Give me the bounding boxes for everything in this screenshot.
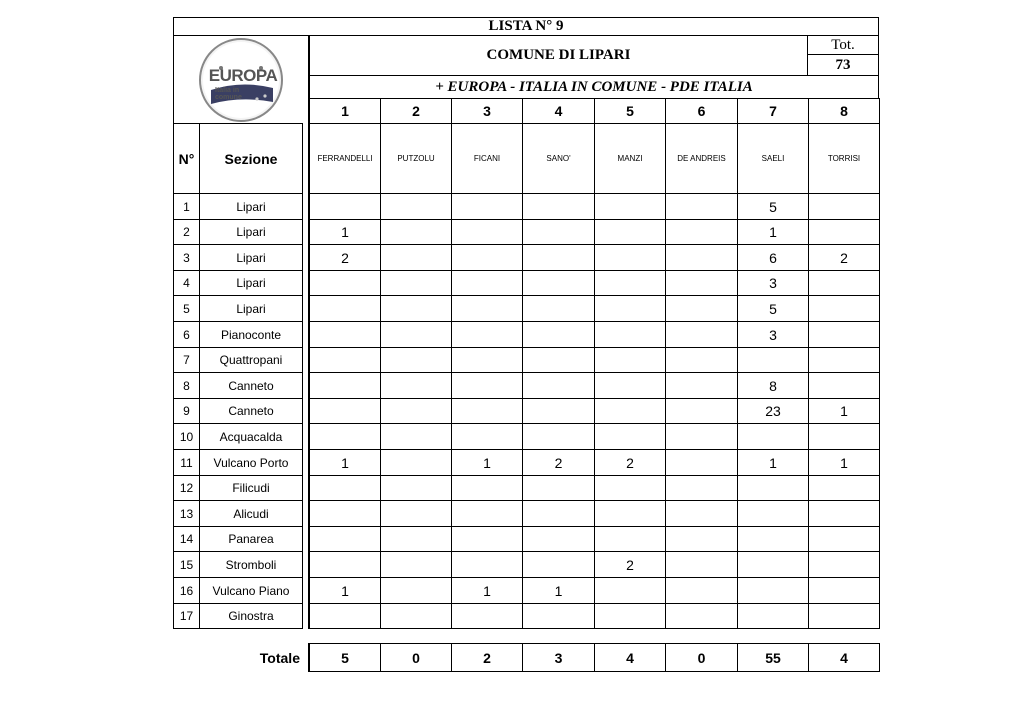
row-number: 13 bbox=[179, 506, 194, 521]
vote-cell bbox=[737, 500, 809, 527]
vote-cell bbox=[808, 398, 880, 424]
vote-cell bbox=[665, 526, 738, 552]
candidate-name: TORRISI bbox=[827, 154, 861, 163]
sezione-cell bbox=[199, 244, 303, 271]
vote-cell bbox=[594, 475, 666, 501]
vote-cell bbox=[522, 526, 595, 552]
vote-cell bbox=[808, 551, 880, 578]
vote-cell bbox=[380, 398, 452, 424]
vote-cell bbox=[737, 475, 809, 501]
comune-title-text: COMUNE DI LIPARI bbox=[486, 47, 631, 63]
header-n-cell bbox=[173, 123, 200, 194]
totale-value: 4 bbox=[626, 649, 634, 666]
vote-cell bbox=[808, 603, 880, 629]
vote-cell bbox=[808, 526, 880, 552]
candidate-name-cell bbox=[594, 123, 666, 194]
vote-cell bbox=[594, 270, 666, 296]
vote-cell bbox=[308, 372, 381, 399]
sezione-cell bbox=[199, 219, 303, 245]
vote-cell bbox=[451, 398, 523, 424]
vote-cell bbox=[380, 475, 452, 501]
vote-cell bbox=[594, 423, 666, 450]
vote-cell bbox=[665, 193, 738, 220]
vote-cell bbox=[522, 551, 595, 578]
vote-cell bbox=[808, 193, 880, 220]
row-number: 3 bbox=[183, 250, 190, 265]
vote-cell bbox=[522, 244, 595, 271]
vote-cell bbox=[522, 577, 595, 604]
sezione-cell bbox=[199, 372, 303, 399]
sezione-cell bbox=[199, 295, 303, 322]
vote-cell bbox=[808, 577, 880, 604]
candidate-name: SANO' bbox=[546, 154, 571, 163]
vote-value: 1 bbox=[483, 454, 491, 471]
candidate-name: SAELI bbox=[761, 154, 785, 163]
vote-cell bbox=[665, 398, 738, 424]
logo-separator bbox=[174, 35, 201, 36]
vote-cell bbox=[308, 270, 381, 296]
vote-cell bbox=[380, 295, 452, 322]
vote-cell bbox=[737, 295, 809, 322]
row-number-cell bbox=[173, 577, 200, 604]
vote-cell bbox=[380, 423, 452, 450]
sezione-cell bbox=[199, 270, 303, 296]
vote-cell bbox=[308, 551, 381, 578]
candidate-name: FICANI bbox=[473, 154, 501, 163]
row-number: 12 bbox=[179, 481, 194, 495]
vote-cell bbox=[451, 219, 523, 245]
totale-value: 4 bbox=[840, 649, 848, 666]
vote-cell bbox=[308, 526, 381, 552]
row-number-cell bbox=[173, 475, 200, 501]
vote-cell bbox=[808, 270, 880, 296]
vote-cell bbox=[737, 526, 809, 552]
vote-value: 1 bbox=[341, 224, 349, 240]
candidate-number-cell bbox=[665, 98, 738, 124]
candidate-number-cell bbox=[522, 98, 595, 124]
vote-cell bbox=[380, 551, 452, 578]
vote-cell bbox=[308, 475, 381, 501]
vote-cell bbox=[808, 347, 880, 373]
vote-cell bbox=[308, 219, 381, 245]
vote-cell bbox=[594, 500, 666, 527]
row-number-cell bbox=[173, 398, 200, 424]
vote-cell bbox=[594, 603, 666, 629]
vote-cell bbox=[808, 423, 880, 450]
tot-value bbox=[807, 54, 879, 76]
row-number-cell bbox=[173, 347, 200, 373]
sezione-name: Pianoconte bbox=[220, 327, 282, 342]
totale-value: 0 bbox=[697, 649, 706, 666]
row-number-cell bbox=[173, 244, 200, 271]
vote-value: 23 bbox=[765, 403, 781, 419]
candidate-number-cell bbox=[594, 98, 666, 124]
row-number: 5 bbox=[183, 301, 190, 316]
sezione-name: Lipari bbox=[236, 301, 266, 316]
header-sezione: Sezione bbox=[224, 150, 278, 167]
vote-cell bbox=[808, 475, 880, 501]
sezione-cell bbox=[199, 603, 303, 629]
vote-cell bbox=[522, 449, 595, 476]
totale-cell bbox=[380, 643, 452, 672]
sezione-cell bbox=[199, 321, 303, 348]
totale-value: 3 bbox=[554, 649, 563, 666]
vote-cell bbox=[522, 219, 595, 245]
vote-value: 1 bbox=[840, 403, 848, 419]
sezione-cell bbox=[199, 398, 303, 424]
vote-cell bbox=[808, 500, 880, 527]
row-number: 6 bbox=[183, 327, 190, 342]
totale-cell bbox=[594, 643, 666, 672]
sezione-cell bbox=[199, 423, 303, 450]
candidate-number-cell bbox=[737, 98, 809, 124]
vote-cell bbox=[522, 423, 595, 450]
vote-cell bbox=[451, 193, 523, 220]
vote-cell bbox=[594, 193, 666, 220]
totale-value: 55 bbox=[765, 649, 781, 666]
vote-cell bbox=[737, 372, 809, 399]
vote-cell bbox=[808, 449, 880, 476]
vote-cell bbox=[737, 577, 809, 604]
vote-cell bbox=[522, 193, 595, 220]
vote-value: 2 bbox=[554, 454, 563, 471]
row-number-cell bbox=[173, 423, 200, 450]
vote-cell bbox=[380, 449, 452, 476]
candidate-name-cell bbox=[808, 123, 880, 194]
logo-area bbox=[173, 35, 306, 124]
sezione-name: Canneto bbox=[228, 378, 274, 393]
vote-cell bbox=[522, 475, 595, 501]
vote-cell bbox=[808, 244, 880, 271]
vote-cell bbox=[665, 270, 738, 296]
candidate-name-cell bbox=[665, 123, 738, 194]
candidate-number-cell bbox=[308, 98, 381, 124]
vote-cell bbox=[594, 295, 666, 322]
sezione-name: Alicudi bbox=[233, 506, 269, 521]
vote-cell bbox=[451, 423, 523, 450]
candidate-number: 1 bbox=[341, 103, 349, 119]
row-number: 4 bbox=[183, 276, 190, 290]
vote-cell bbox=[594, 449, 666, 476]
candidate-name: MANZI bbox=[617, 154, 643, 163]
vote-cell bbox=[594, 526, 666, 552]
vote-cell bbox=[594, 347, 666, 373]
vote-cell bbox=[308, 347, 381, 373]
candidate-number-cell bbox=[451, 98, 523, 124]
vote-cell bbox=[380, 219, 452, 245]
sezione-name: Filicudi bbox=[232, 481, 270, 495]
vote-cell bbox=[665, 500, 738, 527]
row-number-cell bbox=[173, 372, 200, 399]
vote-cell bbox=[451, 526, 523, 552]
vote-cell bbox=[451, 270, 523, 296]
candidate-name-cell bbox=[451, 123, 523, 194]
tot-value-text: 73 bbox=[835, 56, 851, 73]
row-number-cell bbox=[173, 526, 200, 552]
vote-cell bbox=[451, 603, 523, 629]
candidate-name: PUTZOLU bbox=[397, 154, 435, 163]
vote-cell bbox=[308, 295, 381, 322]
sezione-cell bbox=[199, 475, 303, 501]
vote-cell bbox=[451, 321, 523, 348]
row-number: 8 bbox=[183, 378, 190, 393]
sezione-cell bbox=[199, 551, 303, 578]
vote-cell bbox=[594, 577, 666, 604]
vote-cell bbox=[594, 372, 666, 399]
sezione-name: Lipari bbox=[236, 225, 266, 239]
vote-value: 6 bbox=[769, 249, 777, 266]
candidate-name: DE ANDREIS bbox=[677, 154, 726, 163]
list-title-text: LISTA N° 9 bbox=[488, 18, 564, 34]
candidate-number: 2 bbox=[412, 103, 420, 119]
row-number-cell bbox=[173, 219, 200, 245]
row-number: 10 bbox=[179, 429, 194, 444]
vote-cell bbox=[522, 295, 595, 322]
vote-value: 1 bbox=[483, 582, 491, 599]
vote-cell bbox=[665, 219, 738, 245]
totale-cell bbox=[522, 643, 595, 672]
vote-value: 1 bbox=[341, 582, 349, 599]
party-logo bbox=[199, 38, 283, 122]
vote-cell bbox=[522, 372, 595, 399]
vote-cell bbox=[737, 219, 809, 245]
candidate-number-cell bbox=[808, 98, 880, 124]
vote-cell bbox=[380, 603, 452, 629]
vote-cell bbox=[522, 347, 595, 373]
sezione-name: Canneto bbox=[228, 404, 274, 418]
vote-cell bbox=[737, 551, 809, 578]
row-number: 2 bbox=[183, 225, 190, 239]
vote-value: 2 bbox=[626, 454, 634, 471]
tot-label bbox=[807, 35, 879, 55]
vote-value: 1 bbox=[840, 454, 848, 471]
totale-cell bbox=[451, 643, 523, 672]
candidate-number: 4 bbox=[554, 103, 563, 119]
vote-cell bbox=[451, 244, 523, 271]
vote-value: 3 bbox=[769, 275, 777, 291]
logo-text-main: EUROPA bbox=[208, 66, 278, 85]
party-name bbox=[308, 75, 879, 99]
vote-cell bbox=[308, 449, 381, 476]
vote-cell bbox=[594, 398, 666, 424]
sezione-name: Acquacalda bbox=[219, 429, 283, 444]
vote-cell bbox=[737, 603, 809, 629]
totale-label-text: Totale bbox=[259, 649, 300, 666]
sezione-cell bbox=[199, 449, 303, 476]
sezione-name: Lipari bbox=[236, 276, 266, 290]
vote-cell bbox=[451, 372, 523, 399]
row-number-cell bbox=[173, 603, 200, 629]
row-number: 15 bbox=[179, 557, 194, 572]
header-sezione-cell bbox=[199, 123, 303, 194]
sezione-name: Stromboli bbox=[225, 557, 277, 572]
vote-cell bbox=[451, 500, 523, 527]
vote-cell bbox=[451, 295, 523, 322]
vote-cell bbox=[380, 244, 452, 271]
vote-value: 1 bbox=[341, 454, 349, 471]
vote-cell bbox=[380, 270, 452, 296]
sezione-cell bbox=[199, 193, 303, 220]
vote-cell bbox=[594, 321, 666, 348]
totale-value: 5 bbox=[341, 649, 349, 666]
candidate-number: 7 bbox=[769, 103, 777, 119]
candidate-number-cell bbox=[380, 98, 452, 124]
vote-cell bbox=[665, 372, 738, 399]
candidate-name-cell bbox=[380, 123, 452, 194]
vote-value: 8 bbox=[769, 377, 777, 394]
sezione-name: Vulcano Porto bbox=[213, 455, 289, 470]
sezione-name: Lipari bbox=[236, 250, 266, 265]
totale-cell bbox=[808, 643, 880, 672]
totale-label bbox=[240, 643, 300, 672]
candidate-name-cell bbox=[308, 123, 381, 194]
vote-cell bbox=[665, 475, 738, 501]
candidate-name: FERRANDELLI bbox=[317, 154, 373, 163]
vote-cell bbox=[380, 321, 452, 348]
vote-cell bbox=[665, 603, 738, 629]
row-number-cell bbox=[173, 500, 200, 527]
vote-cell bbox=[522, 321, 595, 348]
vote-cell bbox=[522, 603, 595, 629]
comune-title bbox=[308, 35, 808, 76]
vote-cell bbox=[665, 423, 738, 450]
vote-cell bbox=[380, 372, 452, 399]
row-number: 11 bbox=[180, 455, 193, 470]
vote-cell bbox=[594, 219, 666, 245]
sezione-cell bbox=[199, 347, 303, 373]
sezione-cell bbox=[199, 500, 303, 527]
vote-cell bbox=[380, 347, 452, 373]
vote-cell bbox=[737, 270, 809, 296]
vote-cell bbox=[808, 295, 880, 322]
candidate-name-cell bbox=[522, 123, 595, 194]
vote-cell bbox=[380, 193, 452, 220]
totale-cell bbox=[308, 643, 381, 672]
vote-cell bbox=[594, 551, 666, 578]
totale-cell bbox=[737, 643, 809, 672]
sezione-name: Lipari bbox=[236, 199, 266, 214]
vote-cell bbox=[665, 244, 738, 271]
row-number: 1 bbox=[183, 199, 190, 214]
vote-cell bbox=[808, 321, 880, 348]
vote-cell bbox=[808, 219, 880, 245]
row-number: 9 bbox=[183, 404, 190, 418]
row-number-cell bbox=[173, 270, 200, 296]
sezione-name: Quattropani bbox=[219, 353, 283, 367]
candidate-number: 3 bbox=[483, 103, 491, 119]
vote-cell bbox=[665, 577, 738, 604]
sezione-cell bbox=[199, 526, 303, 552]
vote-cell bbox=[451, 449, 523, 476]
vote-cell bbox=[308, 193, 381, 220]
logo-separator-right bbox=[286, 35, 307, 36]
vote-cell bbox=[665, 449, 738, 476]
row-number: 17 bbox=[179, 609, 194, 623]
row-number-cell bbox=[173, 551, 200, 578]
list-title bbox=[173, 17, 879, 36]
vote-cell bbox=[308, 603, 381, 629]
vote-cell bbox=[665, 551, 738, 578]
vote-cell bbox=[308, 577, 381, 604]
row-number-cell bbox=[173, 449, 200, 476]
sezione-name: Panarea bbox=[228, 532, 274, 546]
sezione-name: Vulcano Piano bbox=[212, 583, 290, 598]
vote-cell bbox=[308, 500, 381, 527]
vote-cell bbox=[308, 423, 381, 450]
vote-cell bbox=[737, 193, 809, 220]
vote-cell bbox=[737, 321, 809, 348]
totale-value: 0 bbox=[412, 649, 420, 666]
vote-cell bbox=[665, 347, 738, 373]
vote-cell bbox=[380, 500, 452, 527]
vote-cell bbox=[451, 551, 523, 578]
vote-value: 2 bbox=[341, 249, 349, 266]
vote-value: 1 bbox=[554, 582, 563, 599]
vote-value: 2 bbox=[840, 249, 848, 266]
vote-value: 3 bbox=[769, 326, 777, 343]
vote-cell bbox=[308, 398, 381, 424]
vote-cell bbox=[737, 423, 809, 450]
vote-cell bbox=[808, 372, 880, 399]
party-name-text: + EUROPA - ITALIA IN COMUNE - PDE ITALIA bbox=[435, 78, 753, 95]
totale-cell bbox=[665, 643, 738, 672]
sezione-name: Ginostra bbox=[228, 609, 274, 623]
vote-cell bbox=[665, 321, 738, 348]
logo-text-sub: Italia in comune bbox=[215, 87, 242, 101]
candidate-number: 5 bbox=[626, 103, 634, 119]
vote-value: 5 bbox=[769, 198, 777, 215]
candidate-name-cell bbox=[737, 123, 809, 194]
row-number: 14 bbox=[179, 532, 194, 546]
vote-cell bbox=[308, 244, 381, 271]
vote-cell bbox=[594, 244, 666, 271]
tot-label-text: Tot. bbox=[831, 36, 855, 53]
totale-value: 2 bbox=[483, 649, 491, 666]
vote-value: 2 bbox=[626, 556, 634, 573]
vote-cell bbox=[451, 577, 523, 604]
vote-cell bbox=[737, 398, 809, 424]
vote-value: 1 bbox=[769, 224, 777, 240]
vote-cell bbox=[451, 475, 523, 501]
row-number-cell bbox=[173, 295, 200, 322]
vote-cell bbox=[665, 295, 738, 322]
vote-value: 5 bbox=[769, 300, 777, 317]
vote-cell bbox=[522, 398, 595, 424]
vote-cell bbox=[380, 526, 452, 552]
candidate-number: 8 bbox=[840, 103, 848, 119]
sezione-cell bbox=[199, 577, 303, 604]
row-number-cell bbox=[173, 193, 200, 220]
vote-cell bbox=[522, 500, 595, 527]
vote-cell bbox=[308, 321, 381, 348]
vote-cell bbox=[737, 347, 809, 373]
vote-cell bbox=[522, 270, 595, 296]
row-number: 7 bbox=[183, 353, 190, 367]
row-number-cell bbox=[173, 321, 200, 348]
vote-cell bbox=[737, 244, 809, 271]
vote-cell bbox=[451, 347, 523, 373]
candidate-number: 6 bbox=[697, 103, 706, 119]
vote-value: 1 bbox=[769, 454, 777, 471]
vote-cell bbox=[737, 449, 809, 476]
vote-cell bbox=[380, 577, 452, 604]
header-n: N° bbox=[178, 150, 195, 167]
row-number: 16 bbox=[179, 583, 194, 598]
